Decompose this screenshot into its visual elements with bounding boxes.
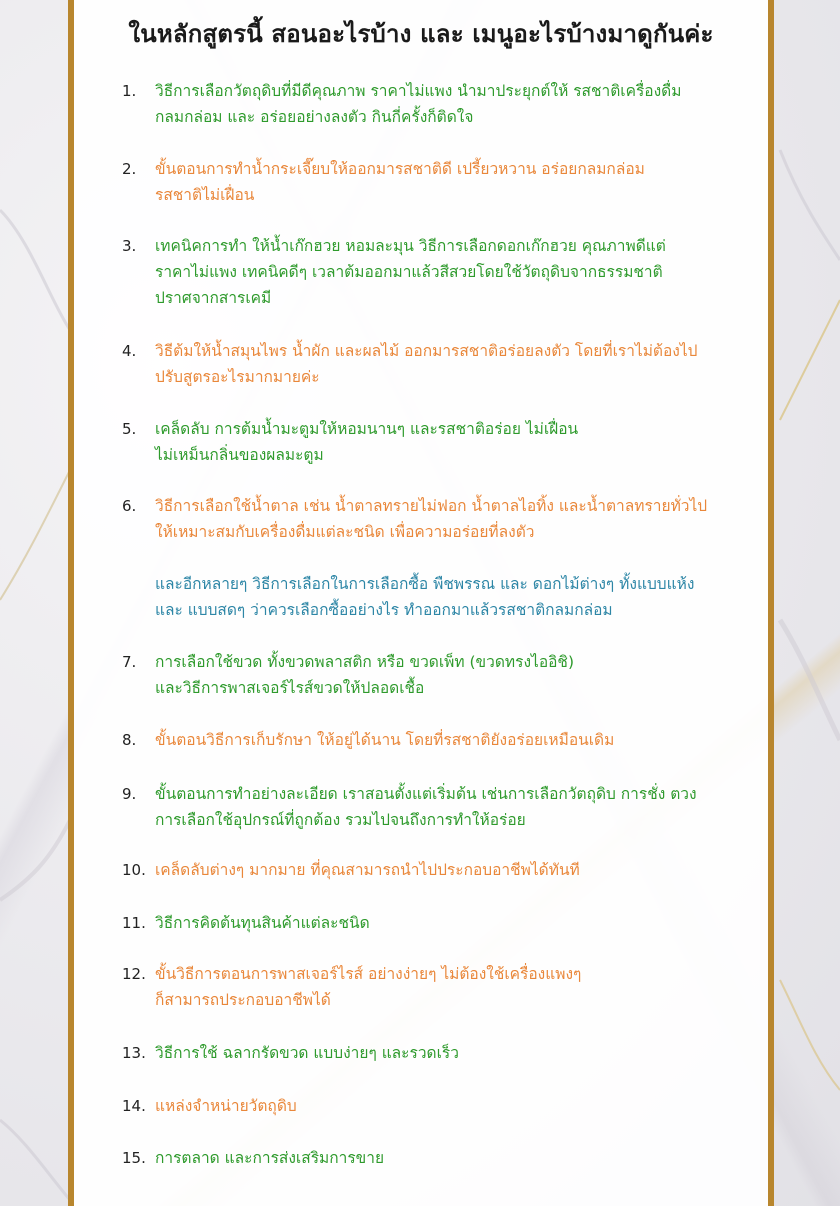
list-item-number: 2. bbox=[122, 160, 137, 178]
list-item-number: 3. bbox=[122, 237, 137, 255]
list-item-number: 7. bbox=[122, 653, 137, 671]
list-item-text: และอีกหลายๆ วิธีการเลือกในการเลือกซื้อ พืชพรรณ และ ดอกไม้ต่างๆ ทั้งแบบแห้ง และ แบบสดๆ ว่าควรเลือกซื้ออย่างไร ทำออกมาแล้วรสชาติกลมกล่อม bbox=[155, 575, 695, 619]
list-item-text: เคล็ดลับต่างๆ มากมาย ที่คุณสามารถนำไปประกอบอาชีพได้ทันที bbox=[155, 861, 580, 879]
list-item-number: 13. bbox=[122, 1044, 146, 1062]
list-item-text: วิธีการคิดต้นทุนสินค้าแต่ละชนิด bbox=[155, 914, 370, 932]
list-item-number: 14. bbox=[122, 1097, 146, 1115]
list-item-text: ขั้นตอนวิธีการเก็บรักษา ให้อยู่ได้นาน โดยที่รสชาติยังอร่อยเหมือนเดิม bbox=[155, 731, 615, 749]
page-title: ในหลักสูตรนี้ สอนอะไรบ้าง และ เมนูอะไรบ้างมาดูกันค่ะ bbox=[128, 20, 714, 48]
list-item-text: เคล็ดลับ การต้มน้ำมะตูมให้หอมนานๆ และรสชาติอร่อย ไม่เฝื่อน ไม่เหม็นกลิ่นของผลมะตูม bbox=[155, 420, 579, 464]
list-item-text: ขั้นวิธีการตอนการพาสเจอร์ไรส์ อย่างง่ายๆ ไม่ต้องใช้เครื่องแพงๆ ก็สามารถประกอบอาชีพได้ bbox=[155, 965, 582, 1009]
list-item-number: 8. bbox=[122, 731, 137, 749]
list-item-number: 12. bbox=[122, 965, 146, 983]
list-item-text: การตลาด และการส่งเสริมการขาย bbox=[155, 1149, 385, 1167]
list-item-text: การเลือกใช้ขวด ทั้งขวดพลาสติก หรือ ขวดเพ็ท (ขวดทรงไออิชิ) และวิธีการพาสเจอร์ไรส์ขวดให้ปลอดเชื้อ bbox=[155, 653, 574, 697]
list-item-number: 1. bbox=[122, 82, 137, 100]
list-item-text: ขั้นตอนการทำอย่างละเอียด เราสอนตั้งแต่เริ่มต้น เช่นการเลือกวัตถุดิบ การชั่ง ตวง การเลือกใช้อุปกรณ์ที่ถูกต้อง รวมไปจนถึงการทำให้อร่อย bbox=[155, 785, 697, 829]
list-item-number: 9. bbox=[122, 785, 137, 803]
list-item-number: 5. bbox=[122, 420, 137, 438]
list-item-number: 11. bbox=[122, 914, 146, 932]
list-item-number: 15. bbox=[122, 1149, 146, 1167]
list-item-text: เทคนิคการทำ ให้น้ำเก๊กฮวย หอมละมุน วิธีการเลือกดอกเก๊กฮวย คุณภาพดีแต่ ราคาไม่แพง เทคนิคดีๆ เวลาต้มออกมาแล้วสีสวยโดยใช้วัตถุดิบจากธรรมชาติ ปราศจากสารเคมี bbox=[155, 237, 666, 307]
content-panel bbox=[68, 0, 774, 1206]
list-item-text: วิธีการใช้ ฉลากรัดขวด แบบง่ายๆ และรวดเร็ว bbox=[155, 1044, 459, 1062]
list-item-number: 4. bbox=[122, 342, 137, 360]
list-item-number: 10. bbox=[122, 861, 146, 879]
list-item-number: 6. bbox=[122, 497, 137, 515]
list-item-text: ขั้นตอนการทำน้ำกระเจี๊ยบให้ออกมารสชาติดี เปรี้ยวหวาน อร่อยกลมกล่อม รสชาติไม่เฝื่อน bbox=[155, 160, 645, 204]
list-item-text: วิธีต้มให้น้ำสมุนไพร น้ำผัก และผลไม้ ออกมารสชาติอร่อยลงตัว โดยที่เราไม่ต้องไป ปรับสูตรอะไรมากมายค่ะ bbox=[155, 342, 698, 386]
list-item-text: แหล่งจำหน่ายวัตถุดิบ bbox=[155, 1097, 297, 1115]
list-item-text: วิธีการเลือกใช้น้ำตาล เช่น น้ำตาลทรายไม่ฟอก น้ำตาลไอทิ้ง และน้ำตาลทรายทั่วไป ให้เหมาะสมกับเครื่องดื่มแต่ละชนิด เพื่อความอร่อยที่ลงตัว bbox=[155, 497, 708, 541]
list-item-text: วิธีการเลือกวัตถุดิบที่มีดีคุณภาพ ราคาไม่แพง นำมาประยุกต์ให้ รสชาติเครื่องดื่ม กลมกล่อม และ อร่อยอย่างลงตัว กินกี่ครั้งก็ติดใจ bbox=[155, 82, 682, 126]
